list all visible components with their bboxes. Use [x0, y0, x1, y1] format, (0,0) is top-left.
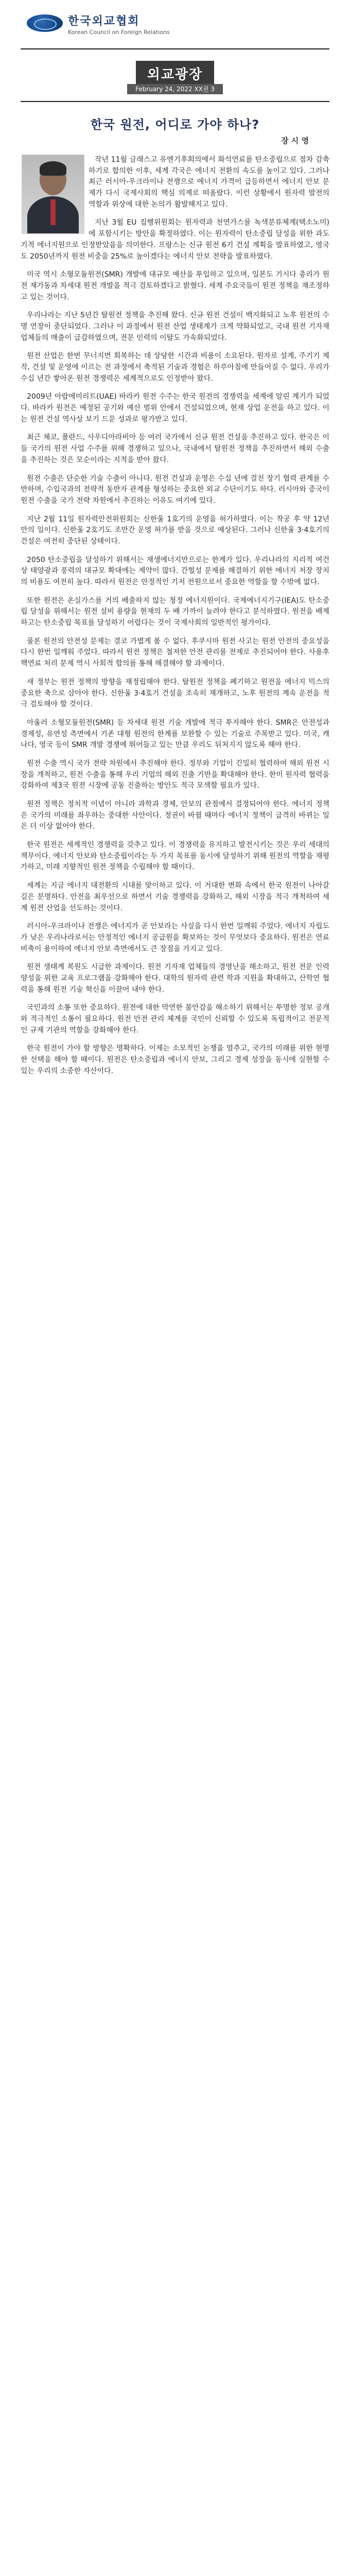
- article-paragraph: 원전 산업은 한번 무너지면 회복하는 데 상당한 시간과 비용이 소요된다. 원자로 설계, 주기기 제작, 건설 및 운영에 이르는 전 과정에서 축적된 기술과 경험은 하루아침에 만들어질 수 없다. 우리가 수십 년간 쌓아온 원전 경쟁력은 세계적으로도 인정받아 왔다.: [21, 352, 329, 383]
- article-paragraph: 우리나라는 지난 5년간 탈원전 정책을 추진해 왔다. 신규 원전 건설이 백지화되고 노후 원전의 수명 연장이 중단되었다. 그러나 이 과정에서 원전 산업 생태계가 크게 약화되었고, 국내 원전 기자재 업체들의 매출이 급감하였으며, 전문 인력의 이탈도 가속화되었다.: [21, 311, 329, 342]
- photo-spacer: [21, 155, 89, 237]
- issue-date: February 24, 2022 XX권 3: [127, 84, 223, 94]
- series-title: 외교광장: [136, 61, 214, 86]
- article-paragraph: 작년 11월 글래스고 유엔기후회의에서 화석연료를 탄소중립으로 점차 감축하기로 합의한 이후, 세계 각국은 에너지 전환의 속도를 높이고 있다. 그러나 최근 러시아-우크라이나 전쟁으로 에너지 가격이 급등하면서 에너지 안보 문제가 다시 국제사회의 핵심 의제로 떠올랐다. 이런 상황에서 원자력 발전의 역할과 위상에 대한 논의가 활발해지고 있다.: [89, 156, 329, 209]
- org-logo: [27, 14, 63, 32]
- org-name-english: Korean Council on Foreign Relations: [68, 29, 170, 36]
- series-banner: [0, 61, 350, 86]
- article-paragraph: 최근 체코, 폴란드, 사우디아라비아 등 여러 국가에서 신규 원전 건설을 추진하고 있다. 한국은 이들 국가의 원전 사업 수주를 위해 경쟁하고 있으나, 국내에서 탈원전 정책을 추진하면서 해외 수출을 추진하는 것은 모순이라는 지적을 받아 왔다.: [21, 433, 329, 464]
- article-paragraph: 물론 원전의 안전성 문제는 결코 가볍게 볼 수 없다. 후쿠시마 원전 사고는 원전 안전의 중요성을 다시 한번 일깨워 주었다. 따라서 원전 정책은 철저한 안전 관리를 전제로 추진되어야 한다. 사용후핵연료 처리 문제 역시 사회적 합의를 통해 해결해야 할 과제이다.: [21, 637, 329, 668]
- article-paragraph: 러시아-우크라이나 전쟁은 에너지가 곧 안보라는 사실을 다시 한번 일깨워 주었다. 에너지 자립도가 낮은 우리나라로서는 안정적인 에너지 공급원을 확보하는 것이 무엇보다 중요하다. 원전은 연료 비축이 용이하여 에너지 안보 측면에서도 큰 장점을 가지고 있다.: [21, 922, 329, 953]
- header-rule: [21, 48, 329, 49]
- article-paragraph: 또한 원전은 온실가스를 거의 배출하지 않는 청정 에너지원이다. 국제에너지기구(IEA)도 탄소중립 달성을 위해서는 원전 설비 용량을 현재의 두 배 가까이 늘려야 한다고 분석하였다. 원전을 배제하고는 탄소중립 목표를 달성하기 어렵다는 것이 국제사회의 일반적인 평가이다.: [21, 596, 329, 628]
- article-paragraph: 세계는 지금 에너지 대전환의 시대를 맞이하고 있다. 이 거대한 변화 속에서 한국 원전이 나아갈 길은 분명하다. 안전을 최우선으로 하면서 기술 경쟁력을 강화하고, 해외 시장을 적극 개척하여 세계 원전 산업을 선도하는 것이다.: [21, 882, 329, 912]
- article-paragraph: 지난 3월 EU 집행위원회는 원자력과 천연가스를 녹색분류체계(택소노미)에 포함시키는 방안을 확정하였다. 이는 원자력이 탄소중립 달성을 위한 과도기적 에너지원으로 인정받았음을 의미한다. 프랑스는 신규 원전 6기 건설 계획을 발표하였고, 영국도 2050년까지 원전 비중을 25%로 높이겠다는 에너지 안보 전략을 발표하였다.: [21, 218, 329, 261]
- article-paragraph: 원전 수출 역시 국가 전략 차원에서 추진해야 한다. 정부와 기업이 긴밀히 협력하여 해외 원전 시장을 개척하고, 원전 수출을 통해 우리 기업의 해외 진출 기반을 확대해야 한다. 한미 원자력 협력을 강화하여 제3국 원전 시장에 공동 진출하는 방안도 적극 모색할 필요가 있다.: [21, 759, 329, 790]
- article-paragraph: 국민과의 소통 또한 중요하다. 원전에 대한 막연한 불안감을 해소하기 위해서는 투명한 정보 공개와 적극적인 소통이 필요하다. 원전 안전 관리 체계를 국민이 신뢰할 수 있도록 독립적이고 전문적인 규제 기관의 역할을 강화해야 한다.: [21, 1004, 329, 1035]
- article-paragraph: 지난 2월 11일 원자력안전위원회는 신한울 1호기의 운영을 허가하였다. 이는 착공 후 약 12년 만의 일이다. 신한울 2호기도 조만간 운영 허가를 받을 것으로 예상된다. 그러나 신한울 3·4호기의 건설은 여전히 중단된 상태이다.: [21, 515, 329, 546]
- article-paragraph: 원전 생태계 복원도 시급한 과제이다. 원전 기자재 업체들의 경영난을 해소하고, 원전 전문 인력 양성을 위한 교육 프로그램을 강화해야 한다. 대학의 원자력 관련 학과 지원을 확대하고, 산학연 협력을 통해 원전 기술 혁신을 이끌어 내야 한다.: [21, 963, 329, 994]
- org-name: 한국외교협회: [68, 15, 140, 28]
- title-rule: [21, 101, 329, 102]
- article-body: [21, 155, 329, 1084]
- article-author: 장 시 영: [281, 136, 309, 145]
- article-paragraph: 원전 정책은 정치적 이념이 아니라 과학과 경제, 안보의 관점에서 결정되어야 한다. 에너지 정책은 국가의 미래를 좌우하는 중대한 사안이다. 정권이 바뀔 때마다 에너지 정책이 급격히 바뀌는 일은 더 이상 없어야 한다.: [21, 800, 329, 831]
- article-paragraph: 한국 원전이 가야 할 방향은 명확하다. 이제는 소모적인 논쟁을 멈추고, 국가의 미래를 위한 현명한 선택을 해야 할 때이다. 원전은 탄소중립과 에너지 안보, 그리고 경제 성장을 동시에 실현할 수 있는 우리의 소중한 자산이다.: [21, 1044, 329, 1075]
- article-paragraph: 2050 탄소중립을 달성하기 위해서는 재생에너지만으로는 한계가 있다. 우리나라의 지리적 여건상 태양광과 풍력의 대규모 확대에는 제약이 많다. 간헐성 문제를 해결하기 위한 에너지 저장 장치의 비용도 여전히 높다. 따라서 원전은 안정적인 기저 전원으로서 중요한 역할을 할 수밖에 없다.: [21, 555, 329, 586]
- article-paragraph: 한국 원전은 세계적인 경쟁력을 갖추고 있다. 이 경쟁력을 유지하고 발전시키는 것은 우리 세대의 책무이다. 에너지 안보와 탄소중립이라는 두 가지 목표를 동시에 달성하기 위해 원전의 역할을 재평가하고, 미래 지향적인 원전 정책을 수립해야 할 때이다.: [21, 841, 329, 872]
- article-paragraph: 미국 역시 소형모듈원전(SMR) 개발에 대규모 예산을 투입하고 있으며, 일본도 기시다 총리가 원전 재가동과 차세대 원전 개발을 적극 검토하겠다고 밝혔다. 세계 주요국들이 원전 정책을 재조정하고 있는 것이다.: [21, 270, 329, 301]
- article-paragraph: 아울러 소형모듈원전(SMR) 등 차세대 원전 기술 개발에 적극 투자해야 한다. SMR은 안전성과 경제성, 유연성 측면에서 기존 대형 원전의 한계를 보완할 수 있는 기술로 주목받고 있다. 미국, 캐나다, 영국 등이 SMR 개발 경쟁에 뛰어들고 있는 만큼 우리도 뒤처지지 않도록 해야 한다.: [21, 718, 329, 750]
- article-paragraph: 새 정부는 원전 정책의 방향을 재정립해야 한다. 탈원전 정책을 폐기하고 원전을 에너지 믹스의 중요한 축으로 삼아야 한다. 신한울 3·4호기 건설을 조속히 재개하고, 노후 원전의 계속 운전을 적극 검토해야 할 것이다.: [21, 677, 329, 709]
- issue-meta: [0, 84, 350, 93]
- article-paragraph: 원전 수출은 단순한 기술 수출이 아니다. 원전 건설과 운영은 수십 년에 걸친 장기 협력 관계를 수반하며, 수입국과의 전략적 동반자 관계를 형성하는 중요한 외교 수단이기도 하다. 러시아와 중국이 원전 수출을 국가 전략 차원에서 추진하는 이유도 여기에 있다.: [21, 474, 329, 505]
- article-title: 한국 원전, 어디로 가야 하나?: [90, 117, 260, 132]
- article-paragraph: 2009년 아랍에미리트(UAE) 바라카 원전 수주는 한국 원전의 경쟁력을 세계에 알린 계기가 되었다. 바라카 원전은 예정된 공기와 예산 범위 안에서 건설되었으며, 현재 상업 운전을 하고 있다. 이는 원전 건설 역사상 보기 드문 성과로 평가받고 있다.: [21, 393, 329, 423]
